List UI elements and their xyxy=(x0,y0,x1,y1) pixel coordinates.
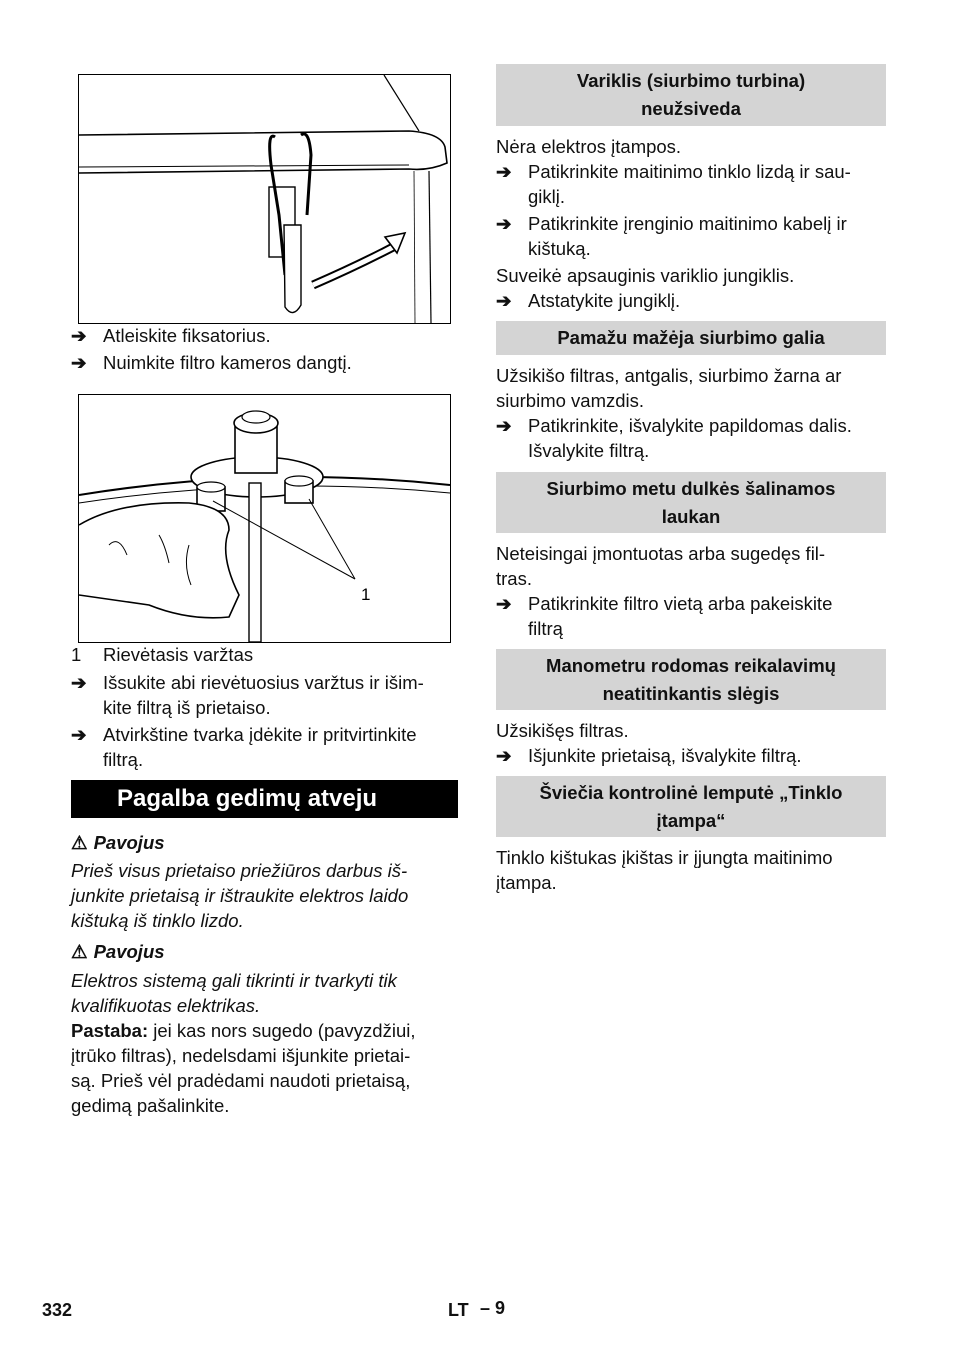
step-check-filter: ➔ Patikrinkite filtro vietą arba pakeiskite filtrą xyxy=(496,593,833,639)
warning-label-1: ⚠ Pavojus xyxy=(71,832,165,853)
step-remove-lid: ➔ Nuimkite filtro kameros dangtį. xyxy=(71,352,352,373)
step-check-cable: ➔ Patikrinkite įrenginio maitinimo kabelį ir kištuką. xyxy=(496,213,847,259)
step-switch-off-clean: ➔ Išjunkite prietaisą, išvalykite filtrą. xyxy=(496,745,802,766)
arrow-right-icon: ➔ xyxy=(496,213,512,234)
warning-triangle-icon: ⚠ xyxy=(71,832,88,853)
step-reset-switch: ➔ Atstatykite jungiklį. xyxy=(496,290,681,311)
lid-clip-illustration xyxy=(79,75,450,323)
step-unscrew-screws: ➔ Išsukite abi rievėtuosius varžtus ir išim- kite filtrą iš prietaiso. xyxy=(71,672,424,718)
page-number: 332 xyxy=(42,1300,73,1320)
arrow-right-icon: ➔ xyxy=(496,290,512,311)
warning-text-1: Prieš visus prietaiso priežiūros darbus iš- junkite prietaisą ir ištraukite elektros laido kištuką iš tinklo lizdo. xyxy=(71,860,409,931)
section-title: Pagalba gedimų atveju xyxy=(71,780,458,818)
warning-triangle-icon: ⚠ xyxy=(71,941,88,962)
cause-filter-faulty: Neteisingai įmontuotas arba sugedęs fil- tras. xyxy=(496,543,826,589)
knurled-screw-illustration xyxy=(79,395,450,642)
heading-dust-escaping: Siurbimo metu dulkės šalinamos laukan xyxy=(496,472,886,533)
step-clean-accessories: ➔ Patikrinkite, išvalykite papildomas dalis. Išvalykite filtrą. xyxy=(496,415,852,461)
arrow-right-icon: ➔ xyxy=(496,415,512,436)
cause-plug-inserted: Tinklo kištukas įkištas ir įjungta maitinimo įtampa. xyxy=(496,847,833,893)
figure-knurled-screws xyxy=(78,394,451,643)
arrow-right-icon: ➔ xyxy=(71,325,87,346)
step-release-latches: ➔ Atleiskite fiksatorius. xyxy=(71,325,271,346)
arrow-right-icon: ➔ xyxy=(496,161,512,182)
callout-number: 1 xyxy=(361,585,371,604)
note-text: Pastaba: jei kas nors sugedo (pavyzdžiui, įtrūko filtras), nedelsdami išjunkite prietai- są. Prieš vėl pradėdami naudoti prietaisą, gedimą pašalinkite. xyxy=(71,1020,416,1116)
arrow-right-icon: ➔ xyxy=(496,593,512,614)
warning-label-2: ⚠ Pavojus xyxy=(71,941,165,962)
arrow-right-icon: ➔ xyxy=(71,724,87,745)
arrow-right-icon: ➔ xyxy=(71,352,87,373)
arrow-right-icon: ➔ xyxy=(71,672,87,693)
step-reinstall-filter: ➔ Atvirkštine tvarka įdėkite ir pritvirtinkite filtrą. xyxy=(71,724,417,770)
cause-motor-protection: Suveikė apsauginis variklio jungiklis. xyxy=(496,265,795,286)
cause-no-voltage: Nėra elektros įtampos. xyxy=(496,136,682,157)
heading-motor-not-starting: Variklis (siurbimo turbina) neužsiveda xyxy=(496,64,886,126)
step-check-socket: ➔ Patikrinkite maitinimo tinklo lizdą ir sau- giklį. xyxy=(496,161,851,207)
language-code: LT xyxy=(448,1300,469,1320)
heading-suction-decreasing: Pamažu mažėja siurbimo galia xyxy=(496,321,886,355)
figure-filter-lid-clips xyxy=(78,74,451,324)
figure-legend: 1 Rievėtasis varžtas xyxy=(71,644,254,665)
warning-text-2: Elektros sistemą gali tikrinti ir tvarkyti tik kvalifikuotas elektrikas. xyxy=(71,970,397,1016)
heading-manometer-pressure: Manometru rodomas reikalavimų neatitinkantis slėgis xyxy=(496,649,886,710)
arrow-right-icon: ➔ xyxy=(496,745,512,766)
sub-page-number: – 9 xyxy=(480,1298,506,1318)
cause-clogged-parts: Užsikišo filtras, antgalis, siurbimo žarna ar siurbimo vamzdis. xyxy=(496,365,842,411)
heading-indicator-lamp: Šviečia kontrolinė lemputė „Tinklo įtampa“ xyxy=(496,776,886,837)
cause-filter-clogged: Užsikišęs filtras. xyxy=(496,720,629,741)
